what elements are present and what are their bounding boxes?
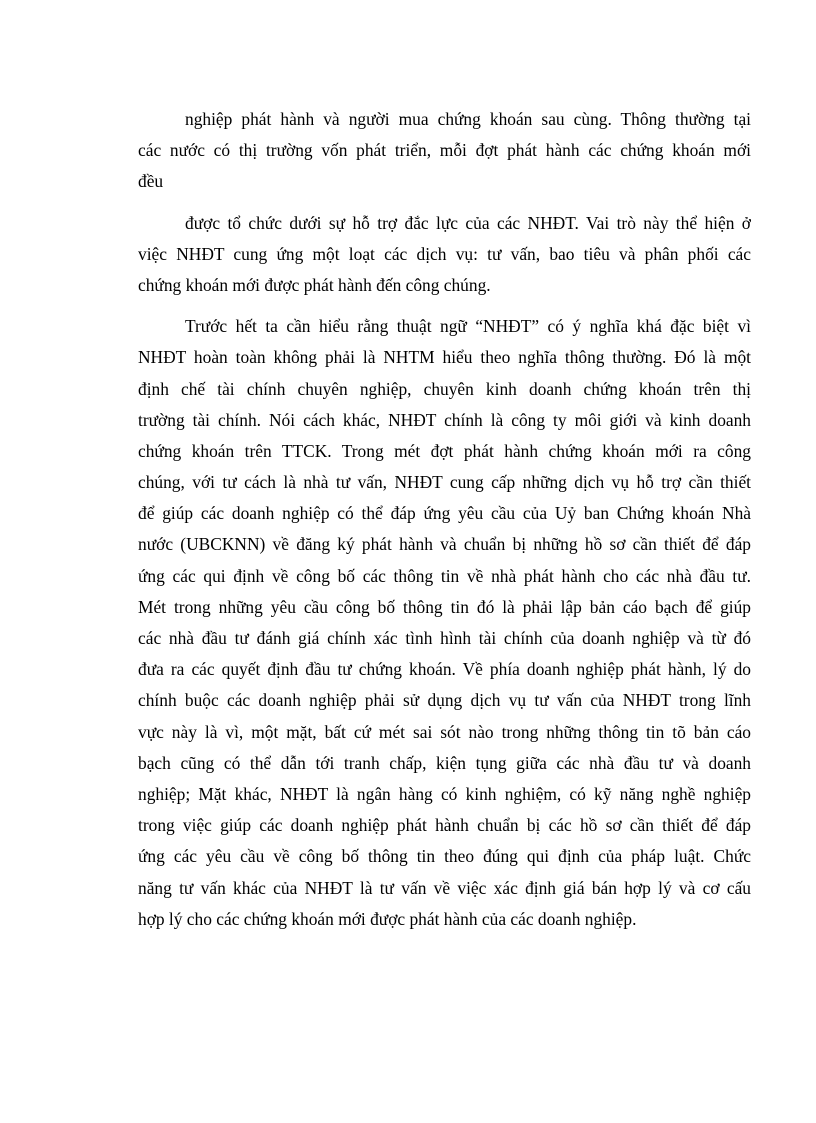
- text-line: trường tài chính. Nói cách khác, NHĐT chính là công ty môi giới và kinh doanh: [138, 409, 751, 430]
- document-body: [138, 104, 751, 935]
- text-line: Trước hết ta cần hiểu rằng thuật ngữ “NHĐT” có ý nghĩa khá đặc biệt vì: [185, 316, 751, 337]
- text-line: việc NHĐT cung ứng một loạt các dịch vụ: tư vấn, bao tiêu và phân phối các: [138, 243, 751, 264]
- text-line: vực này là vì, một mặt, bất cứ mét sai sót nào trong những thông tin tõ bản cáo: [138, 721, 751, 742]
- text-line: chính buộc các doanh nghiệp phải sử dụng dịch vụ tư vấn của NHĐT trong lĩnh: [138, 690, 751, 711]
- text-line: định chế tài chính chuyên nghiệp, chuyên kinh doanh chứng khoán trên thị: [138, 378, 751, 399]
- text-line: đưa ra các quyết định đầu tư chứng khoán. Về phía doanh nghiệp phát hành, lý do: [138, 659, 751, 680]
- text-line: nghiệp; Mặt khác, NHĐT là ngân hàng có kinh nghiệm, có kỹ năng nghề nghiệp: [138, 783, 751, 804]
- text-line: chứng khoán mới được phát hành đến công chúng.: [138, 274, 491, 295]
- paragraph-2: [138, 208, 751, 302]
- text-line: các nước có thị trường vốn phát triển, mỗi đợt phát hành các chứng khoán mới: [138, 140, 751, 161]
- text-line: NHĐT hoàn toàn không phải là NHTM hiểu theo nghĩa thông thường. Đó là một: [138, 347, 751, 368]
- text-line: trong việc giúp các doanh nghiệp phát hành chuẩn bị các hồ sơ cần thiết để đáp: [138, 815, 751, 836]
- text-line: hợp lý cho các chứng khoán mới được phát hành của các doanh nghiệp.: [138, 908, 637, 929]
- text-line: năng tư vấn khác của NHĐT là tư vấn về việc xác định giá bán hợp lý và cơ cấu: [138, 877, 751, 898]
- paragraph-1: [138, 104, 751, 198]
- text-line: nghiệp phát hành và người mua chứng khoán sau cùng. Thông thường tại: [185, 109, 751, 129]
- text-line: nước (UBCKNN) về đăng ký phát hành và chuẩn bị những hồ sơ cần thiết để đáp: [138, 534, 751, 555]
- text-line: đều: [138, 171, 164, 192]
- text-line: Mét trong những yêu cầu công bố thông tin đó là phải lập bản cáo bạch để giúp: [138, 596, 751, 617]
- text-line: ứng các yêu cầu về công bố thông tin theo đúng qui định của pháp luật. Chức: [138, 846, 751, 867]
- text-line: để giúp các doanh nghiệp có thể đáp ứng yêu cầu của Uỷ ban Chứng khoán Nhà: [138, 503, 751, 524]
- paragraph-3: [138, 311, 751, 935]
- text-line: chứng khoán trên TTCK. Trong mét đợt phát hành chứng khoán mới ra công: [138, 440, 751, 461]
- text-line: ứng các qui định về công bố các thông tin về nhà phát hành cho các nhà đầu tư.: [138, 565, 751, 586]
- text-line: bạch cũng có thể dẫn tới tranh chấp, kiện tụng giữa các nhà đầu tư và doanh: [138, 752, 751, 773]
- text-line: các nhà đầu tư đánh giá chính xác tình hình tài chính của doanh nghiệp và từ đó: [138, 628, 751, 648]
- text-line: được tổ chức dưới sự hỗ trợ đắc lực của các NHĐT. Vai trò này thể hiện ở: [185, 212, 751, 233]
- text-line: chúng, với tư cách là nhà tư vấn, NHĐT cung cấp những dịch vụ hỗ trợ cần thiết: [138, 472, 751, 493]
